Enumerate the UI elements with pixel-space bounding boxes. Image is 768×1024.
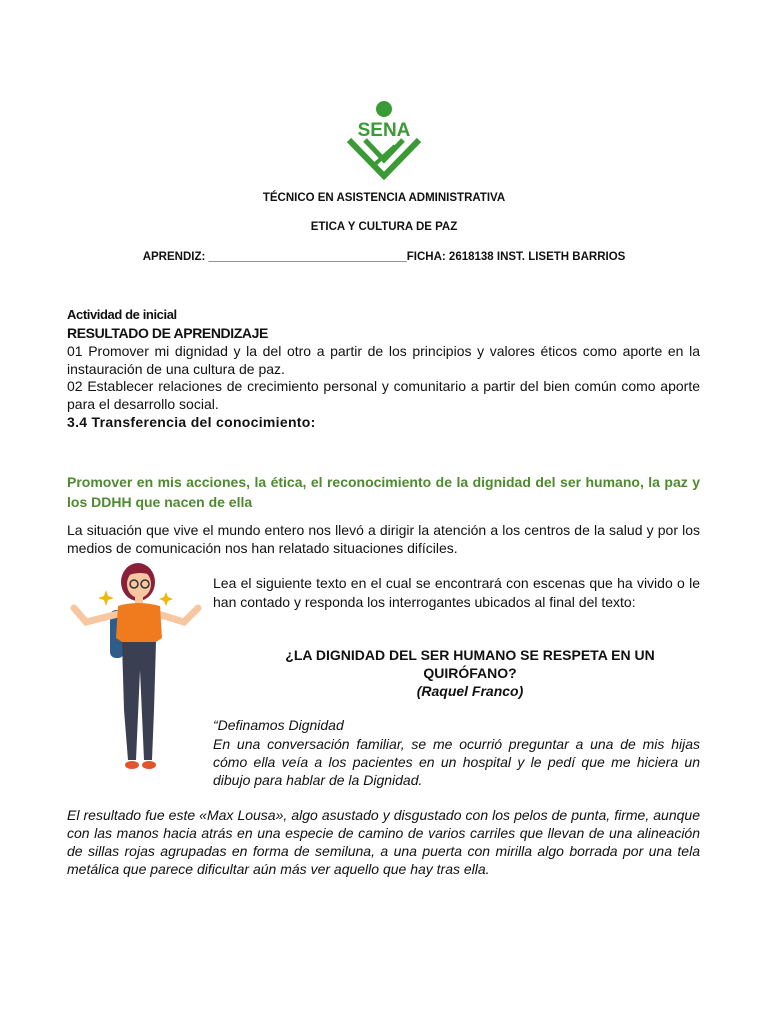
green-heading: Promover en mis acciones, la ética, el reconocimiento de la dignidad del ser humano, la paz y los DDHH que nacen de ella bbox=[67, 474, 700, 510]
reading-author: (Raquel Franco) bbox=[416, 683, 524, 699]
subject-title: ETICA Y CULTURA DE PAZ bbox=[310, 221, 458, 233]
sena-logo-text: SENA bbox=[357, 120, 411, 141]
definamos-line: “Definamos Dignidad bbox=[213, 717, 344, 733]
apprentice-line: APRENDIZ: _______________________________FICHA: 2618138 INST. LISETH BARRIOS bbox=[142, 251, 626, 263]
reading-paragraph-2: El resultado fue este «Max Lousa», algo asustado y disgustado con los pelos de punta, firme, aunque con las manos hacia atrás en una especie de camino de varios carriles que llevan de una alineación de sillas rojas agrupadas en forma de semiluna, a una puerta con mirilla algo borrada por una tela metálica que parece dificultar aún más ver aquello que hay tras ella. bbox=[67, 807, 700, 877]
program-title: TÉCNICO EN ASISTENCIA ADMINISTRATIVA bbox=[262, 192, 506, 204]
reading-title: ¿LA DIGNIDAD DEL SER HUMANO SE RESPETA EN UN QUIRÓFANO? bbox=[285, 647, 655, 681]
section-heading: 3.4 Transferencia del conocimiento: bbox=[67, 414, 316, 430]
reading-paragraph-1: En una conversación familiar, se me ocurrió preguntar a una de mis hijas cómo ella veía a los pacientes en un hospital y le pedí que me hiciera un dibujo para hablar de la Dignidad. bbox=[213, 736, 700, 788]
result-label: RESULTADO DE APRENDIZAJE bbox=[67, 325, 268, 341]
result-01: 01 Promover mi dignidad y la del otro a partir de los principios y valores éticos como aporte en la instauración de una cultura de paz. bbox=[67, 343, 700, 377]
intro-paragraph: La situación que vive el mundo entero nos llevó a dirigir la atención a los centros de la salud y por los medios de comunicación nos han relatado situaciones difíciles. bbox=[67, 522, 700, 556]
woman-illustration bbox=[66, 560, 206, 775]
activity-label: Actividad de inicial bbox=[67, 307, 177, 322]
sena-logo bbox=[343, 100, 425, 180]
result-02: 02 Establecer relaciones de crecimiento personal y comunitario a partir del bien común como aporte para el desarrollo social. bbox=[67, 378, 700, 412]
instruction-text: Lea el siguiente texto en el cual se encontrará con escenas que ha vivido o le han contado y responda los interrogantes ubicados al final del texto: bbox=[213, 575, 700, 610]
